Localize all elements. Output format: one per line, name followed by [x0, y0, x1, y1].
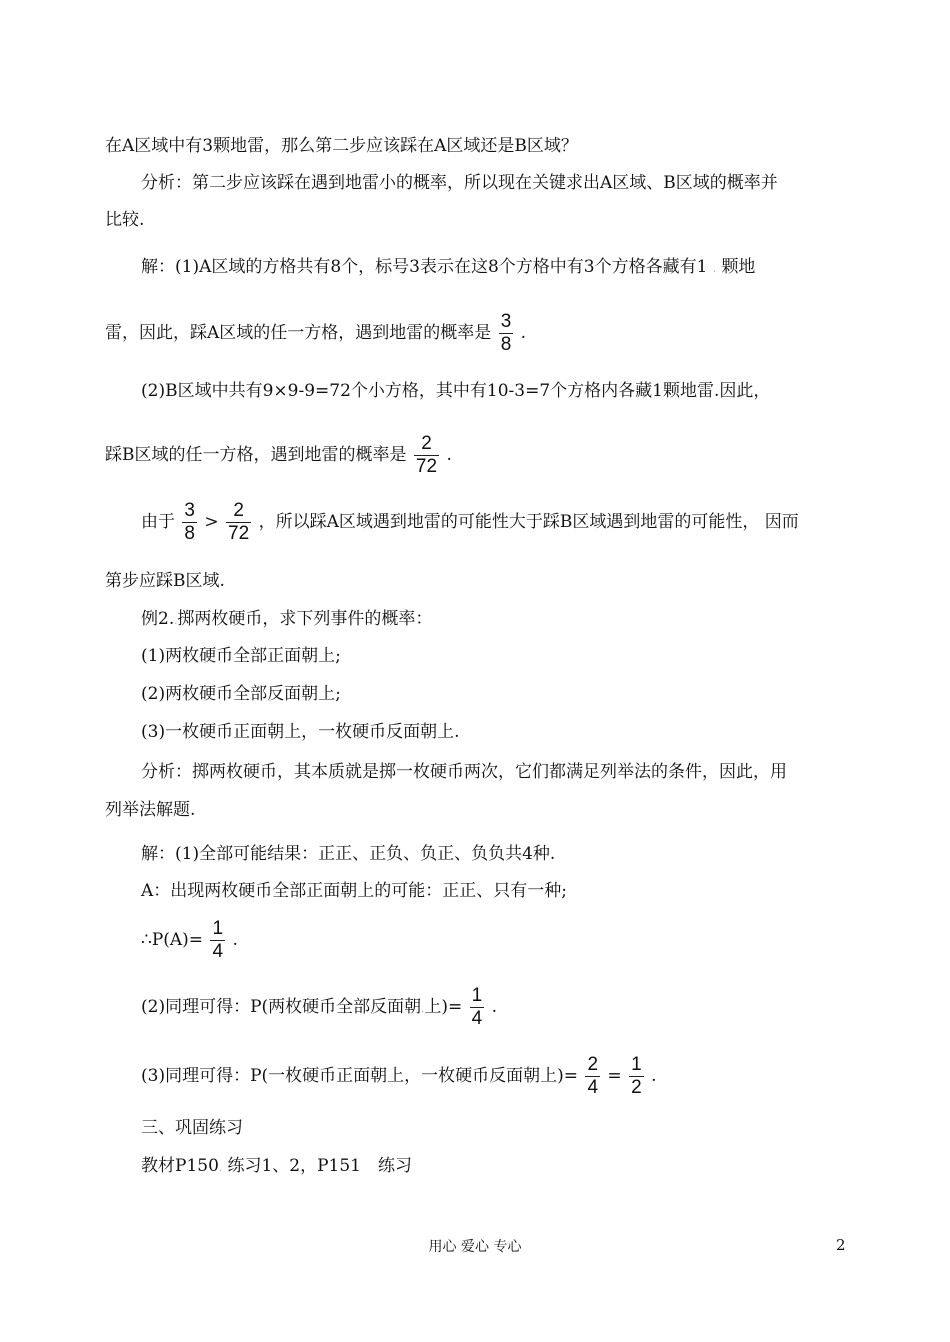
numerator: 2: [414, 433, 439, 456]
text-segment: 解：(1)A区域的方格共有8个，标号3表示在这8个方格中有3个方格各藏有1: [141, 257, 708, 277]
text-segment: 掷两枚硬币，求下列事件的概率：: [177, 609, 433, 629]
denominator: 8: [500, 334, 512, 355]
section-heading: 三、巩固练习: [141, 1118, 243, 1138]
text-line: [141, 500, 799, 545]
text-line: [141, 918, 238, 963]
text-line: 分析：第二步应该踩在遇到地雷小的概率，所以现在关键求出A区域、B区域的概率并: [141, 173, 778, 193]
fraction: [499, 311, 514, 356]
page-number: 2: [836, 1236, 846, 1254]
fraction: [585, 1054, 600, 1099]
denominator: 4: [587, 1077, 599, 1098]
text-line: (2)B区域中共有9×9-9=72个小方格，其中有10-3=7个方格内各藏1颗地雷.因此，: [141, 381, 771, 401]
text-segment: (3)同理可得：P(一枚硬币正面朝上，一枚硬币反面朝上)=: [141, 1066, 579, 1086]
text-line: [105, 311, 526, 356]
page-footer: 用心 爱心 专心: [428, 1239, 522, 1255]
text-segment: 踩B区域的任一方格，遇到地雷的概率是: [105, 445, 407, 465]
text-line: [141, 1054, 656, 1099]
period: .: [491, 997, 498, 1017]
text-line: 解：(1)全部可能结果：正正、正负、负正、负负共4种.: [141, 844, 556, 864]
dot-mark: .: [218, 1163, 223, 1174]
numerator: 3: [184, 500, 195, 521]
text-line: (1)两枚硬币全部正面朝上;: [141, 646, 341, 666]
fraction: [182, 500, 197, 545]
denominator: 2: [631, 1077, 642, 1098]
fraction: [629, 1054, 644, 1099]
text-line: (2)两枚硬币全部反面朝上;: [141, 684, 341, 704]
text-segment: 雷，因此，踩A区域的任一方格，遇到地雷的概率是: [105, 323, 492, 343]
text-segment: 上)=: [424, 997, 463, 1017]
text-segment: (2)同理可得：P(两枚硬币全部反面朝: [141, 997, 422, 1017]
text-segment: ，所以踩A区域遇到地雷的可能性大于踩B区域遇到地雷的可能性， 因而: [258, 512, 799, 532]
text-line: [141, 985, 497, 1030]
denominator: 8: [184, 523, 195, 544]
dot-mark: .: [712, 264, 717, 275]
text-segment: 颗地: [721, 257, 756, 277]
text-line: 比较.: [105, 210, 145, 230]
text-line: 分析：掷两枚硬币，其本质就是掷一枚硬币两次，它们都满足列举法的条件，因此，用: [141, 762, 787, 782]
period: .: [446, 445, 452, 465]
equals: =: [607, 1066, 622, 1086]
numerator: 2: [226, 500, 251, 523]
text-segment: ∴P(A)=: [141, 930, 204, 950]
numerator: 1: [471, 985, 483, 1006]
text-line: [105, 433, 452, 478]
denominator: 72: [228, 523, 250, 544]
text-line: 列举法解题.: [105, 800, 196, 820]
text-line: (3)一枚硬币正面朝上，一枚硬币反面朝上.: [141, 722, 460, 742]
fraction: [414, 433, 439, 478]
dot-mark: .: [174, 616, 178, 627]
period: .: [232, 930, 238, 950]
text-line: 在A区域中有3颗地雷，那么第二步应该踩在A区域还是B区域？: [105, 136, 578, 156]
denominator: 4: [212, 941, 224, 962]
fraction: [210, 918, 225, 963]
text-line: [141, 1155, 412, 1180]
text-line: 第步应踩B区域.: [105, 571, 225, 591]
text-line: A：出现两枚硬币全部正面朝上的可能：正正、只有一种;: [141, 881, 568, 901]
text-segment: 教材P150: [141, 1156, 219, 1176]
fraction: [470, 985, 485, 1030]
greater-than: >: [204, 512, 219, 532]
text-line: [141, 256, 755, 281]
dot-mark: .: [421, 1004, 425, 1015]
numerator: 1: [631, 1054, 642, 1075]
text-segment: 练习1、2，P151 练习: [222, 1156, 412, 1176]
numerator: 1: [212, 918, 224, 939]
numerator: 3: [500, 311, 512, 332]
denominator: 72: [415, 456, 438, 477]
numerator: 2: [587, 1054, 599, 1075]
denominator: 4: [471, 1008, 483, 1029]
text-segment: 由于: [141, 512, 175, 532]
text-segment: 例2.: [141, 609, 175, 629]
fraction: [226, 500, 251, 545]
text-line: [141, 608, 432, 633]
period: .: [651, 1066, 657, 1086]
period: .: [520, 323, 527, 343]
